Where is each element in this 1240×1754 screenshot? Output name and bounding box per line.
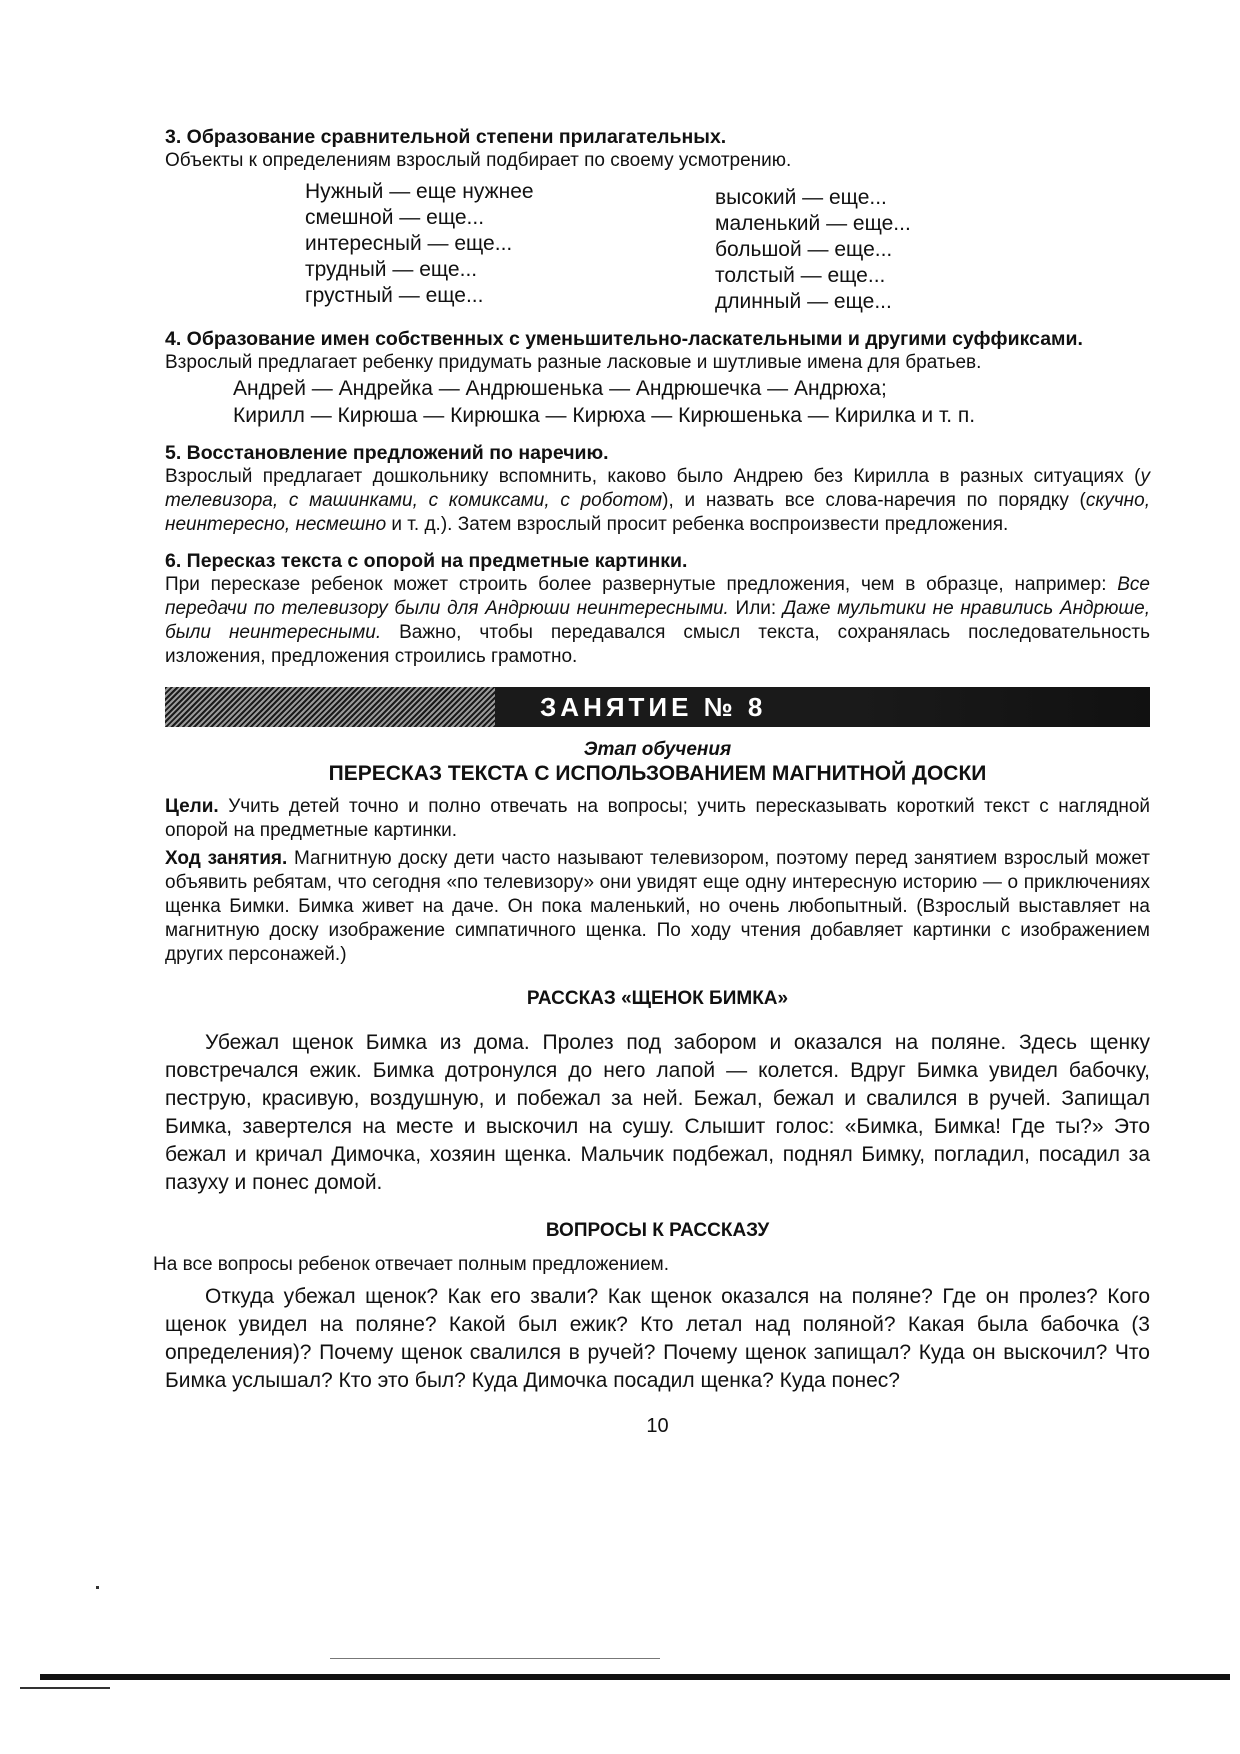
page-number: 10 [646, 1415, 669, 1437]
section-adverbs [165, 441, 1150, 537]
story-text: Убежал щенок Бимка из дома. Пролез под забором и оказался на поляне. Здесь щенку повстречался ежик. Бимка дотронулся до него лапой — колется. Вдруг Бимка увидел бабочку, пеструю, красивую, воздушную, и побежал за ней. Бежал, бежал и свалился в ручей. Запищал Бимка, завертелся на месте и выскочил на сушу. Слышит голос: «Бимка, Бимка! Где ты?» Это бежал и кричал Димочка, хозяин щенка. Мальчик подбежал, поднял Бимку, погладил, посадил за пазуху и понес домой. [165, 1031, 1150, 1194]
italic-span: у телевизора, с машинками, с комиксами, с роботом [165, 466, 1150, 511]
word-pair: маленький — еще... [715, 212, 911, 235]
story-title: РАССКАЗ «ЩЕНОК БИМКА» [526, 988, 789, 1009]
banner-hatch [165, 687, 495, 727]
questions-title: ВОПРОСЫ К РАССКАЗУ [545, 1220, 770, 1241]
text-span: и т. д.). Затем взрослый просит ребенка воспроизвести предложения. [386, 514, 1009, 535]
section-3-intro: Объекты к определениям взрослый подбирает по своему усмотрению. [165, 150, 792, 171]
italic-span: Даже мультики не нравились Андрюше, были неинтересными. [165, 598, 1150, 643]
goals-label: Цели. [165, 796, 219, 817]
word-pair: интересный — еще... [305, 232, 513, 255]
stage-label: Этап обучения [583, 739, 732, 760]
story-body [165, 1029, 1150, 1197]
scan-mark [96, 1586, 99, 1589]
word-pairs [305, 179, 1150, 315]
section-5-text [165, 465, 1150, 537]
word-pair: грустный — еще... [305, 284, 484, 307]
page-content [153, 125, 1151, 1438]
word-pair: большой — еще... [715, 238, 893, 261]
word-pair: смешной — еще... [305, 206, 485, 229]
word-pair: трудный — еще... [305, 258, 478, 281]
section-6-text [165, 573, 1150, 669]
name-lines [165, 375, 1150, 429]
text-span: При пересказе ребенок может строить более развернутые предложения, чем в образце, например: [165, 574, 1118, 595]
word-pair: длинный — еще... [715, 290, 892, 313]
section-names [165, 327, 1150, 429]
text-span: Или: [728, 598, 783, 619]
footer-short-rule [20, 1687, 110, 1689]
section-comparative [165, 125, 1150, 315]
text-span: ), и назвать все слова-наречия по порядку ( [662, 490, 1086, 511]
course-paragraph [165, 847, 1150, 967]
word-pair: толстый — еще... [715, 264, 886, 287]
section-3-title: 3. Образование сравнительной степени прилагательных. [165, 126, 727, 148]
footer-thin-rule [330, 1658, 660, 1659]
italic-span: скучно, неинтересно, несмешно [165, 490, 1150, 535]
name-line: Андрей — Андрейка — Андрюшенька — Андрюшечка — Андрюха; [233, 377, 887, 400]
section-5-title: 5. Восстановление предложений по наречию. [165, 442, 609, 464]
word-pairs-right [715, 179, 1015, 315]
italic-span: Все передачи по телевизору были для Андрюши неинтересными. [165, 574, 1150, 619]
lesson-banner-label: ЗАНЯТИЕ № 8 [540, 692, 767, 722]
course-text: Магнитную доску дети часто называют телевизором, поэтому перед занятием взрослый может объявить ребятам, что сегодня «по телевизору» они увидят еще одну интересную историю — о приключениях щенка Бимки. Бимка живет на даче. Он пока маленький, но очень любопытный. (Взрослый выставляет на магнитную доску изображение симпатичного щенка. По ходу чтения добавляет картинки с изображением других персонажей.) [165, 848, 1151, 965]
goals-paragraph [165, 795, 1150, 843]
section-4-title: 4. Образование имен собственных с уменьшительно-ласкательными и другими суффиксами. [165, 328, 1083, 350]
word-pairs-left [305, 179, 715, 315]
section-6-title: 6. Пересказ текста с опорой на предметные картинки. [165, 550, 688, 572]
stage-title: ПЕРЕСКАЗ ТЕКСТА С ИСПОЛЬЗОВАНИЕМ МАГНИТНОЙ ДОСКИ [328, 762, 987, 785]
questions-body [165, 1283, 1150, 1395]
questions-intro: На все вопросы ребенок отвечает полным предложением. [153, 1254, 670, 1275]
section-4-intro: Взрослый предлагает ребенку придумать разные ласковые и шутливые имена для братьев. [165, 352, 982, 373]
name-line: Кирилл — Кирюша — Кирюшка — Кирюха — Кирюшенька — Кирилка и т. п. [233, 404, 976, 427]
word-pair: Нужный — еще нужнее [305, 180, 534, 203]
text-span: Взрослый предлагает дошкольнику вспомнить, каково было Андрею без Кирилла в разных ситуациях ( [165, 466, 1141, 487]
course-label: Ход занятия. [165, 848, 288, 869]
footer-rule [40, 1674, 1230, 1680]
questions-text: Откуда убежал щенок? Как его звали? Как щенок оказался на поляне? Где он пролез? Кого щенок увидел на поляне? Какой был ежик? Кто летал над поляной? Какая была бабочка (3 определения)? Почему щенок свалился в ручей? Почему щенок запищал? Куда он выскочил? Что Бимка услышал? Кто это был? Куда Димочка посадил щенка? Куда понес? [165, 1285, 1150, 1392]
section-retelling [165, 549, 1150, 669]
word-pair: высокий — еще... [715, 186, 887, 209]
goals-text: Учить детей точно и полно отвечать на вопросы; учить пересказывать короткий текст с наглядной опорой на предметные картинки. [165, 796, 1150, 841]
banner-shade [850, 687, 1150, 727]
lesson-banner [165, 687, 1150, 727]
text-span: Важно, чтобы передавался смысл текста, сохранялась последовательность изложения, предложения строились грамотно. [165, 622, 1150, 667]
